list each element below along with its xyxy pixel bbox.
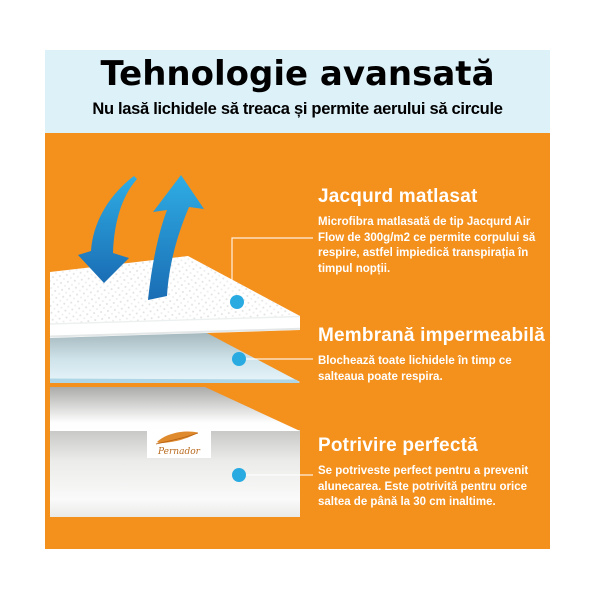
callout-dot-1 (230, 295, 244, 309)
callout-dot-2 (232, 352, 246, 366)
section-jacquard-body: Microfibra matlasată de tip Jacqurd Air Flow de 300g/m2 ce permite corpului să respire, astfel impiedică transpirația în timpul nopții. (318, 216, 536, 275)
section-fit-body: Se potriveste perfect pentru a prevenit alunecarea. Este potrivită pentru orice saltea de până la 30 cm inaltime. (318, 465, 529, 508)
quilted-topper-layer (50, 256, 300, 338)
section-jacquard-heading: Jacqurd matlasat (318, 186, 478, 207)
waterproof-membrane-layer (50, 332, 300, 382)
brand-logo-text: Pernador (158, 447, 200, 457)
section-fit (318, 435, 556, 511)
page-subtitle: Nu lasă lichidele să treaca și permite aerului să circule (92, 100, 503, 118)
section-jacquard (318, 186, 556, 277)
inner-layer (50, 387, 300, 431)
section-membrane (318, 325, 556, 385)
brand-logo (147, 430, 211, 458)
callout-dot-3 (232, 468, 246, 482)
topper-quilt-texture (50, 256, 300, 324)
section-membrane-heading: Membrană impermeabilă (318, 325, 546, 346)
section-fit-heading: Potrivire perfectă (318, 435, 478, 456)
page-title: Tehnologie avansată (100, 54, 495, 94)
section-membrane-body: Blochează toate lichidele în timp ce salteaua poate respira. (318, 355, 512, 383)
